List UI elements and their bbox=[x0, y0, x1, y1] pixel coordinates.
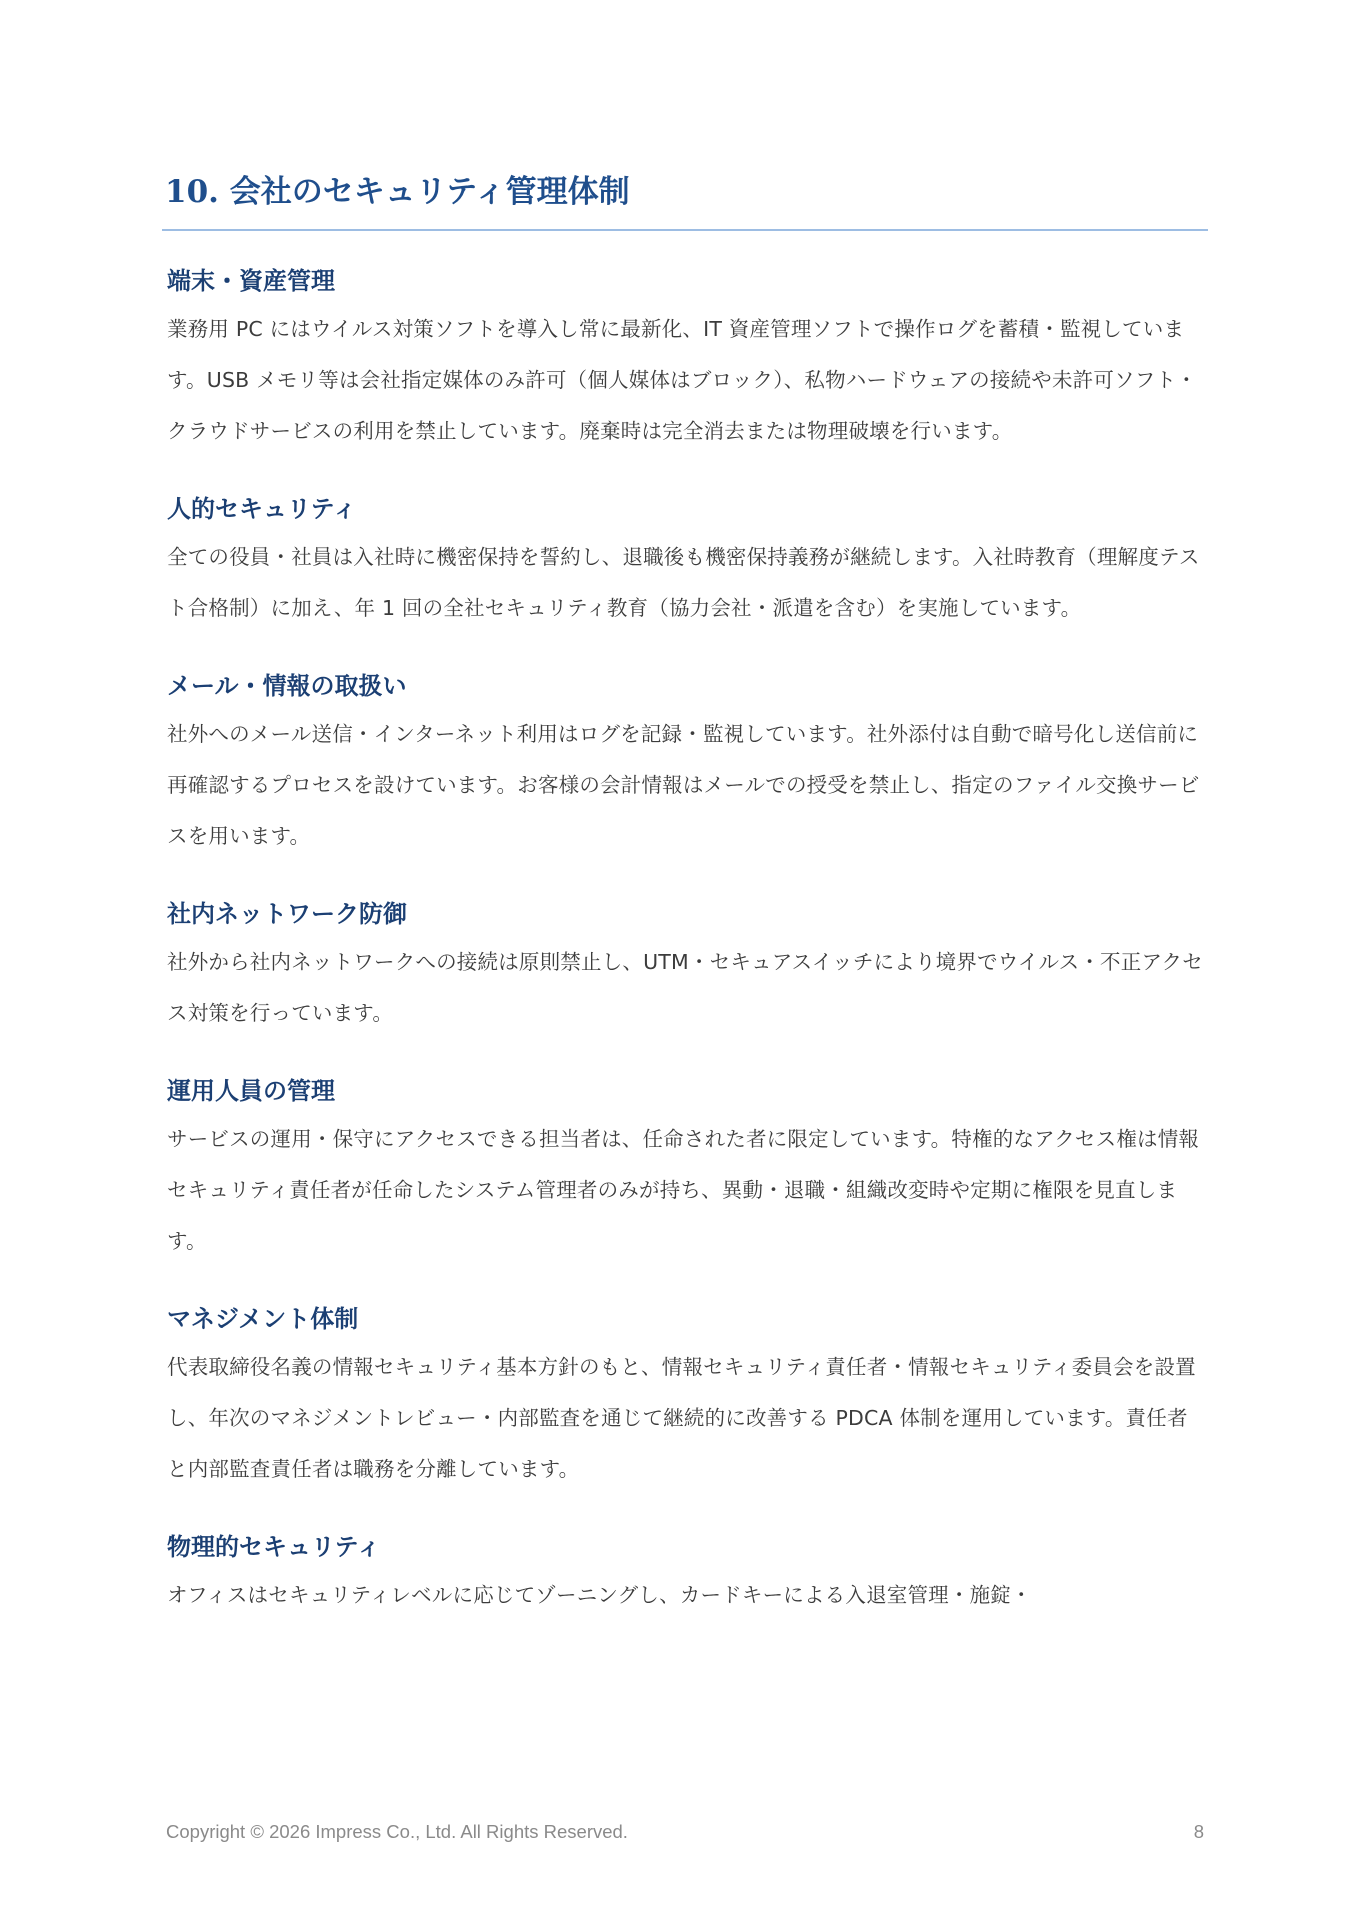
section-heading: 社内ネットワーク防御 bbox=[167, 899, 407, 928]
section-heading: 物理的セキュリティ bbox=[167, 1532, 381, 1561]
section-body: オフィスはセキュリティレベルに応じてゾーニングし、カードキーによる入退室管理・施錠・ bbox=[167, 1583, 1032, 1607]
section-body: 社外へのメール送信・インターネット利用はログを記録・監視しています。社外添付は自動で暗号化し送信前に再確認するプロセスを設けています。お客様の会計情報はメールでの授受を禁止し、指定のファイル交換サービスを用います。 bbox=[167, 722, 1200, 848]
section-body: サービスの運用・保守にアクセスできる担当者は、任命された者に限定しています。特権的なアクセス権は情報セキュリティ責任者が任命したシステム管理者のみが持ち、異動・退職・組織改変時や定期に権限を見直します。 bbox=[167, 1127, 1200, 1253]
title-divider bbox=[162, 229, 1208, 231]
section-heading: 運用人員の管理 bbox=[167, 1076, 335, 1105]
section-operations-staff bbox=[167, 1068, 1207, 1267]
section-heading: 人的セキュリティ bbox=[167, 494, 357, 523]
section-heading: メール・情報の取扱い bbox=[167, 671, 407, 700]
page-title: 10. 会社のセキュリティ管理体制 bbox=[165, 174, 630, 210]
section-body: 全ての役員・社員は入社時に機密保持を誓約し、退職後も機密保持義務が継続します。入社時教育（理解度テスト合格制）に加え、年 1 回の全社セキュリティ教育（協力会社・派遣を含む）を実施しています。 bbox=[167, 545, 1200, 620]
page-number: 8 bbox=[1193, 1821, 1204, 1842]
section-heading: 端末・資産管理 bbox=[167, 266, 335, 295]
section-human-security bbox=[167, 486, 1207, 634]
section-body: 社外から社内ネットワークへの接続は原則禁止し、UTM・セキュアスイッチにより境界でウイルス・不正アクセス対策を行っています。 bbox=[167, 950, 1203, 1025]
footer-copyright: Copyright © 2026 Impress Co., Ltd. All Rights Reserved. bbox=[166, 1821, 628, 1842]
section-email-information-handling bbox=[167, 663, 1207, 862]
section-device-asset-management bbox=[167, 258, 1207, 457]
sections-container bbox=[167, 258, 1207, 1650]
section-physical-security bbox=[167, 1524, 1207, 1621]
section-network-defense bbox=[167, 891, 1207, 1039]
section-body: 業務用 PC にはウイルス対策ソフトを導入し常に最新化、IT 資産管理ソフトで操作ログを蓄積・監視しています。USB メモリ等は会社指定媒体のみ許可（個人媒体はブロック）、私物ハードウェアの接続や未許可ソフト・クラウドサービスの利用を禁止しています。廃棄時は完全消去または物理破壊を行います。 bbox=[167, 317, 1197, 443]
section-management-system bbox=[167, 1296, 1207, 1495]
section-heading: マネジメント体制 bbox=[167, 1304, 359, 1333]
section-body: 代表取締役名義の情報セキュリティ基本方針のもと、情報セキュリティ責任者・情報セキュリティ委員会を設置し、年次のマネジメントレビュー・内部監査を通じて継続的に改善する PDCA 体制を運用しています。責任者と内部監査責任者は職務を分離しています。 bbox=[167, 1355, 1196, 1481]
